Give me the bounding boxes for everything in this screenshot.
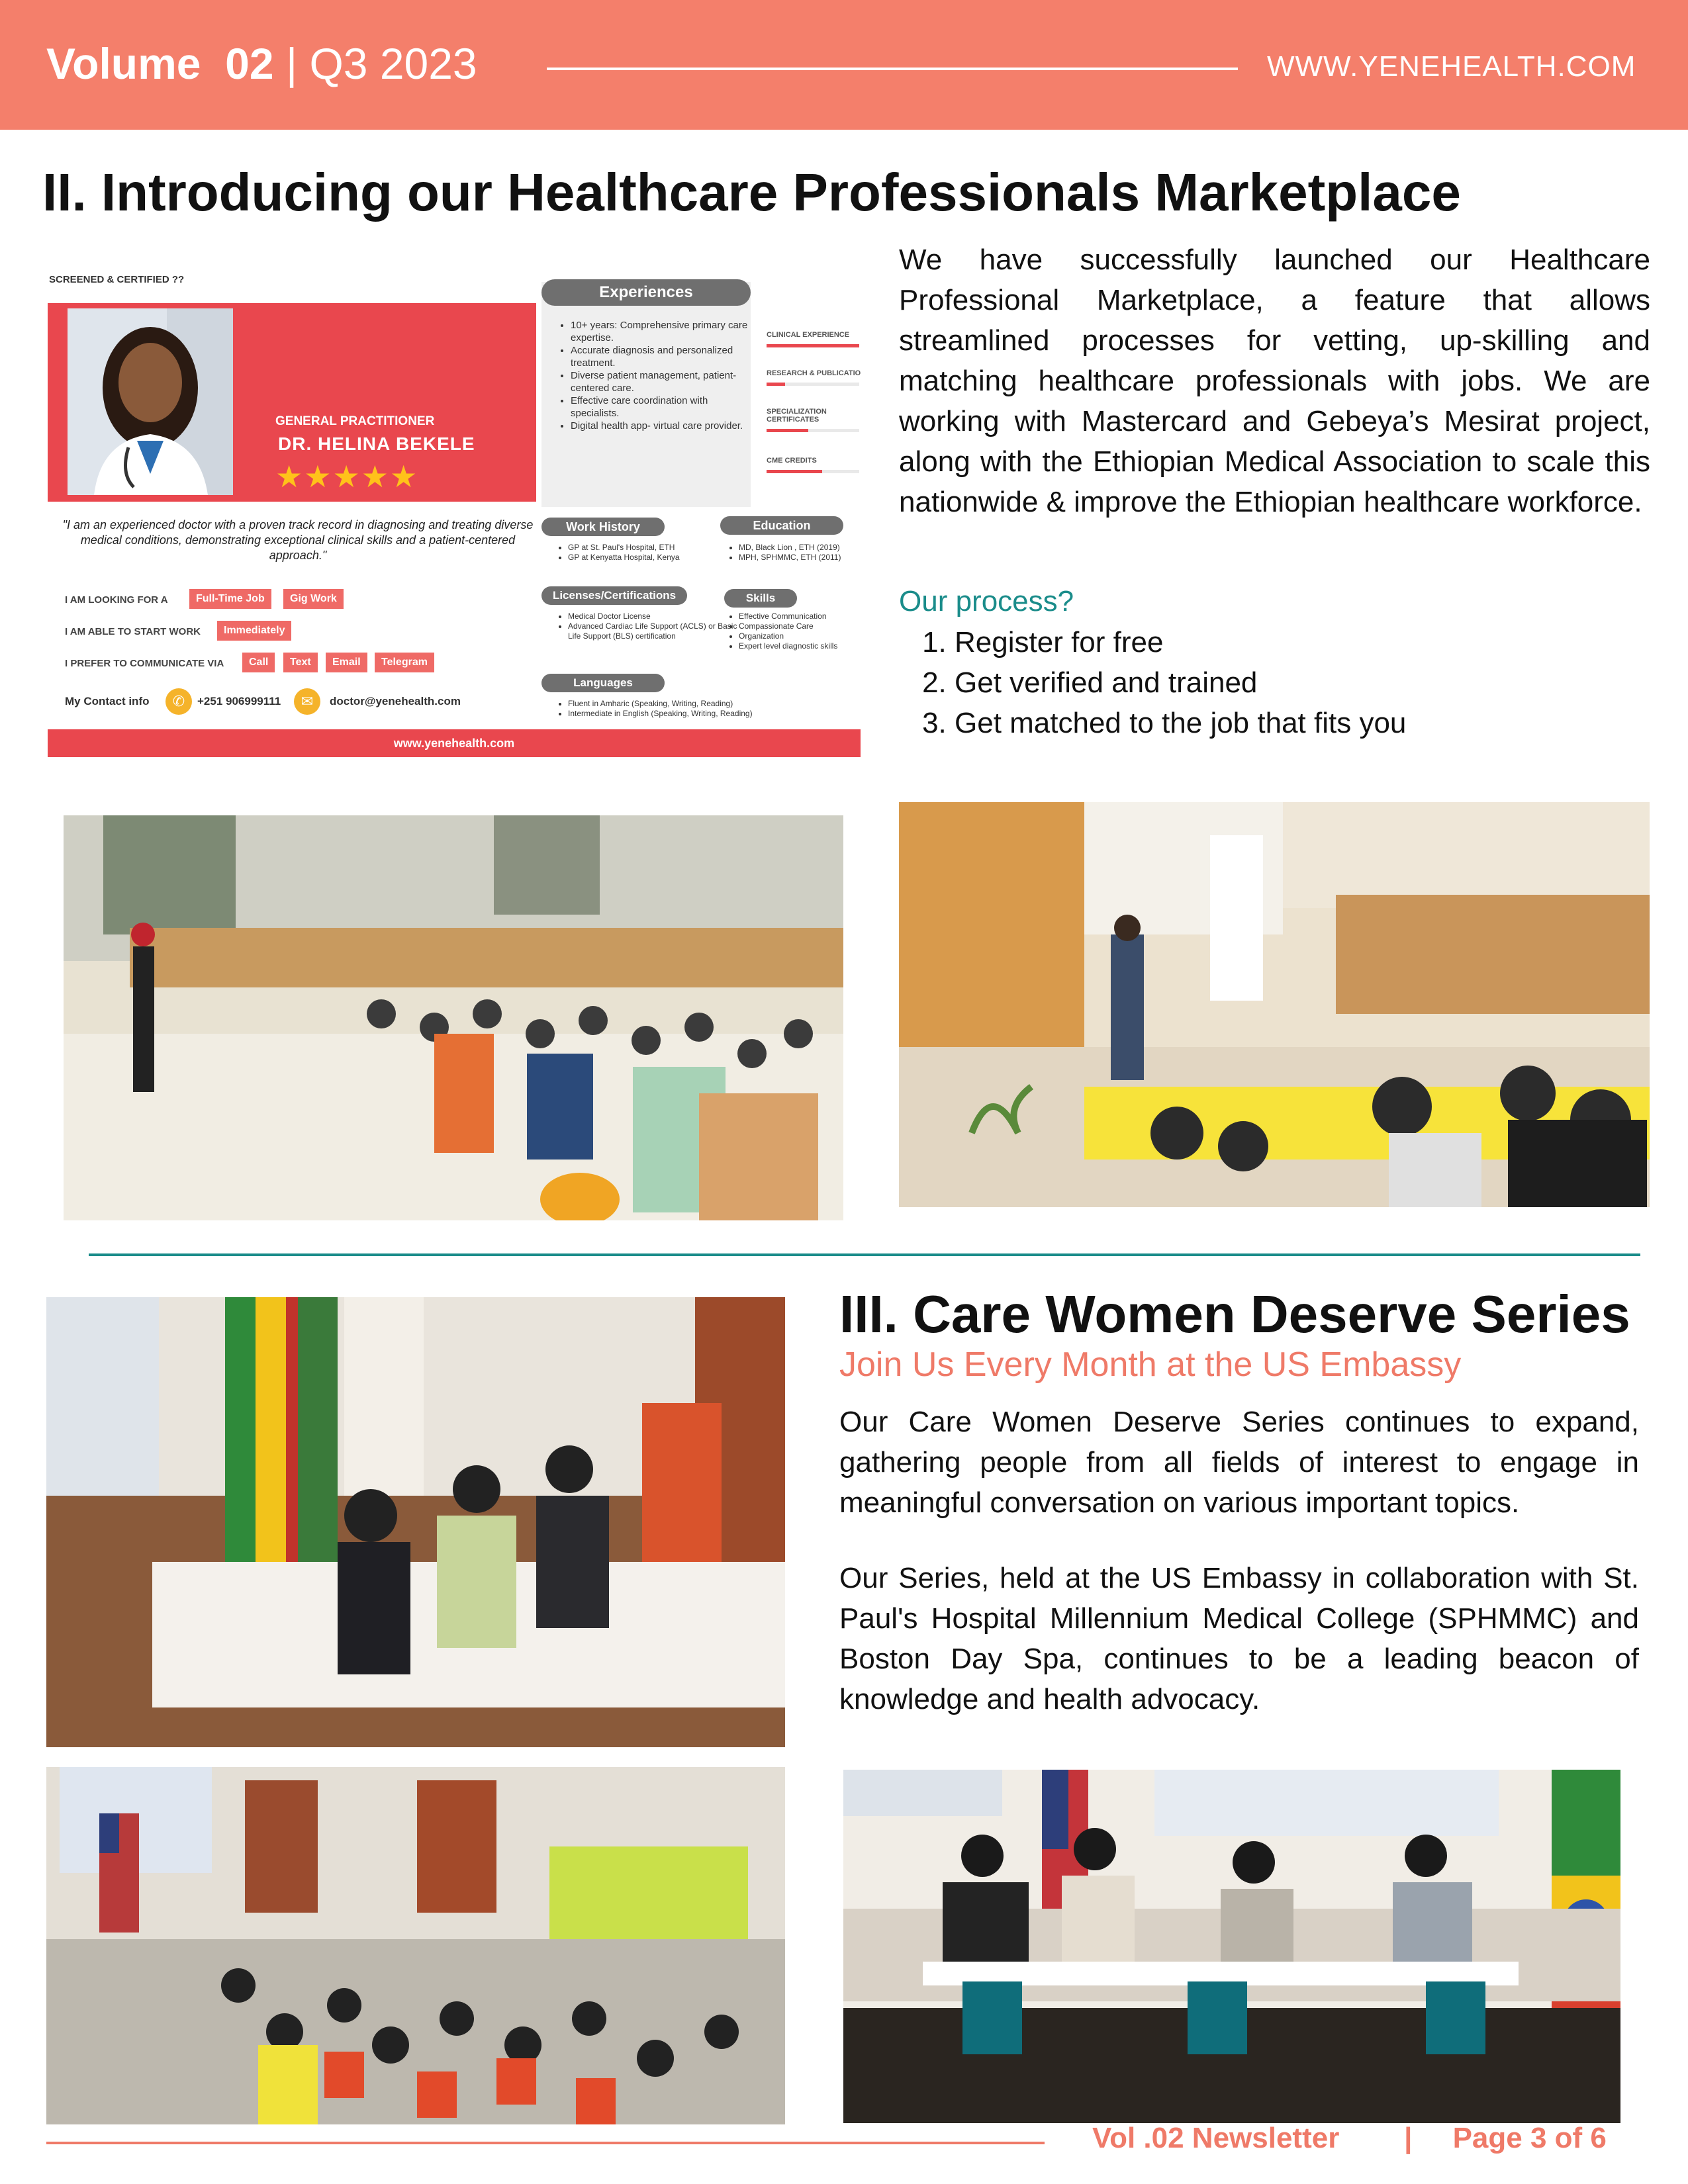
footer-page-number: Page 3 of 6 bbox=[1452, 2122, 1607, 2154]
profile-card bbox=[46, 265, 862, 758]
marketplace-event-photo-1 bbox=[64, 815, 843, 1220]
bar-label: SPECIALIZATION CERTIFICATES bbox=[767, 408, 827, 424]
list-item: • Compassionate Care bbox=[739, 621, 878, 631]
start-work-label: I AM ABLE TO START WORK bbox=[65, 626, 201, 637]
section-divider bbox=[89, 1253, 1640, 1256]
communicate-label: I PREFER TO COMMUNICATE VIA bbox=[65, 658, 224, 669]
section-2-body: We have successfully launched our Healthcare Professional Marketplace, a feature that allows streamlined processes for vetting, up-skilling and matching healthcare professionals with jobs. We are working with Mastercard and Gebeya’s Mesirat project, along with the Ethiopian Medical Association to scale this nationwide & improve the Ethiopian healthcare workforce. bbox=[899, 244, 1650, 518]
bar-label: RESEARCH & PUBLICATIO bbox=[767, 369, 861, 377]
contact-phone[interactable]: +251 906999111 bbox=[197, 695, 281, 707]
header-rule bbox=[547, 68, 1238, 70]
volume-number: 02 bbox=[225, 39, 274, 88]
skill-bar bbox=[767, 470, 859, 473]
rating-stars: ★★★★★ bbox=[275, 459, 419, 494]
list-item: • Digital health app- virtual care provider. bbox=[571, 420, 757, 432]
list-item: • 10+ years: Comprehensive primary care expertise. bbox=[571, 319, 757, 344]
quarter-label: Q3 2023 bbox=[309, 39, 477, 88]
skill-bar bbox=[767, 383, 859, 386]
list-item: • GP at St. Paul's Hospital, ETH bbox=[568, 543, 733, 553]
footer bbox=[1092, 2122, 1607, 2155]
volume-label bbox=[46, 38, 477, 89]
section-2-title: II. Introducing our Healthcare Professionals Marketplace bbox=[42, 163, 1461, 222]
list-item: • GP at Kenyatta Hospital, Kenya bbox=[568, 553, 733, 563]
skills-heading: Skills bbox=[724, 589, 797, 608]
skill-bar-fill bbox=[767, 429, 808, 432]
skill-bar bbox=[767, 429, 859, 432]
bar-label: CLINICAL EXPERIENCE bbox=[767, 331, 850, 339]
marketplace-event-photo-2 bbox=[899, 802, 1650, 1207]
chip-gig-work[interactable]: Gig Work bbox=[283, 589, 344, 609]
screened-label: SCREENED & CERTIFIED ?? bbox=[49, 274, 185, 285]
process-step: 2. Get verified and trained bbox=[955, 662, 1406, 703]
skill-bar-fill bbox=[767, 383, 785, 386]
phone-icon: ✆ bbox=[165, 688, 192, 715]
list-item: • Intermediate in English (Speaking, Writing, Reading) bbox=[568, 709, 859, 719]
contact-email[interactable]: doctor@yenehealth.com bbox=[330, 695, 461, 707]
process-step: 1. Register for free bbox=[955, 622, 1406, 662]
section-3-title: III. Care Women Deserve Series bbox=[839, 1285, 1630, 1343]
section-3-paragraph-2: Our Series, held at the US Embassy in collaboration with St. Paul's Hospital Millennium Medical College (SPHMMC) and Boston Day Spa, continues to be a leading beacon of knowledge and health advocacy. bbox=[839, 1562, 1639, 1715]
process-step: 3. Get matched to the job that fits you bbox=[955, 703, 1406, 743]
contact-info-label: My Contact info bbox=[65, 695, 150, 707]
list-item: • Effective care coordination with specialists. bbox=[571, 394, 757, 420]
mail-icon: ✉ bbox=[294, 688, 320, 715]
skill-bar-fill bbox=[767, 470, 822, 473]
list-item: • Medical Doctor License bbox=[568, 612, 740, 621]
work-history-list bbox=[553, 543, 733, 563]
footer-newsletter: Vol .02 Newsletter bbox=[1092, 2122, 1340, 2154]
skills-list bbox=[724, 612, 878, 651]
chip-telegram[interactable]: Telegram bbox=[375, 653, 434, 672]
work-history-heading: Work History bbox=[541, 518, 665, 536]
doctor-name: DR. HELINA BEKELE bbox=[278, 433, 475, 454]
looking-for-label: I AM LOOKING FOR A bbox=[65, 594, 168, 606]
section-3-paragraph-1: Our Care Women Deserve Series continues to expand, gathering people from all fields of interest to engage in meaningful conversation on various important topics. bbox=[839, 1406, 1639, 1519]
list-item: • Effective Communication bbox=[739, 612, 878, 621]
section-3-subtitle: Join Us Every Month at the US Embassy bbox=[839, 1345, 1462, 1384]
licenses-heading: Licenses/Certifications bbox=[541, 586, 687, 605]
list-item: • Accurate diagnosis and personalized treatment. bbox=[571, 344, 757, 369]
chip-text[interactable]: Text bbox=[283, 653, 318, 672]
embassy-audience-photo bbox=[46, 1767, 785, 2124]
skill-bar-fill bbox=[767, 344, 859, 347]
process-steps bbox=[899, 622, 1406, 743]
list-item: • Advanced Cardiac Life Support (ACLS) or Basic Life Support (BLS) certification bbox=[568, 621, 740, 641]
list-item: • Fluent in Amharic (Speaking, Writing, Reading) bbox=[568, 699, 859, 709]
doctor-role: GENERAL PRACTITIONER bbox=[275, 414, 435, 428]
volume-divider: | bbox=[285, 39, 298, 88]
footer-rule bbox=[46, 2142, 1045, 2144]
experiences-heading: Experiences bbox=[541, 279, 751, 306]
list-item: • MD, Black Lion , ETH (2019) bbox=[739, 543, 878, 553]
bar-label: CME CREDITS bbox=[767, 457, 817, 465]
embassy-panel-photo-1 bbox=[46, 1297, 785, 1747]
list-item: • MPH, SPHMMC, ETH (2011) bbox=[739, 553, 878, 563]
process-title: Our process? bbox=[899, 585, 1074, 617]
licenses-list bbox=[553, 612, 740, 641]
chip-immediately[interactable]: Immediately bbox=[217, 621, 291, 641]
skill-bar bbox=[767, 344, 859, 347]
card-website[interactable]: www.yenehealth.com bbox=[48, 729, 861, 757]
list-item: • Diverse patient management, patient-centered care. bbox=[571, 369, 757, 394]
languages-heading: Languages bbox=[541, 674, 665, 692]
languages-list bbox=[553, 699, 859, 719]
list-item: • Organization bbox=[739, 631, 878, 641]
doctor-photo bbox=[68, 308, 233, 495]
embassy-panelists-photo bbox=[843, 1770, 1620, 2123]
chip-full-time-job[interactable]: Full-Time Job bbox=[189, 589, 271, 609]
chip-email[interactable]: Email bbox=[326, 653, 367, 672]
doctor-quote: "I am an experienced doctor with a proven track record in diagnosing and treating diverse medical conditions, demonstrating exceptional clinical skills and a patient-centered approach." bbox=[62, 518, 534, 562]
header-website-link[interactable]: WWW.YENEHEALTH.COM bbox=[1267, 50, 1636, 83]
volume-word: Volume bbox=[46, 39, 201, 88]
chip-call[interactable]: Call bbox=[242, 653, 275, 672]
education-list bbox=[724, 543, 878, 563]
education-heading: Education bbox=[720, 516, 843, 535]
list-item: • Expert level diagnostic skills bbox=[739, 641, 878, 651]
footer-separator: | bbox=[1404, 2122, 1413, 2154]
experiences-list bbox=[556, 319, 757, 432]
